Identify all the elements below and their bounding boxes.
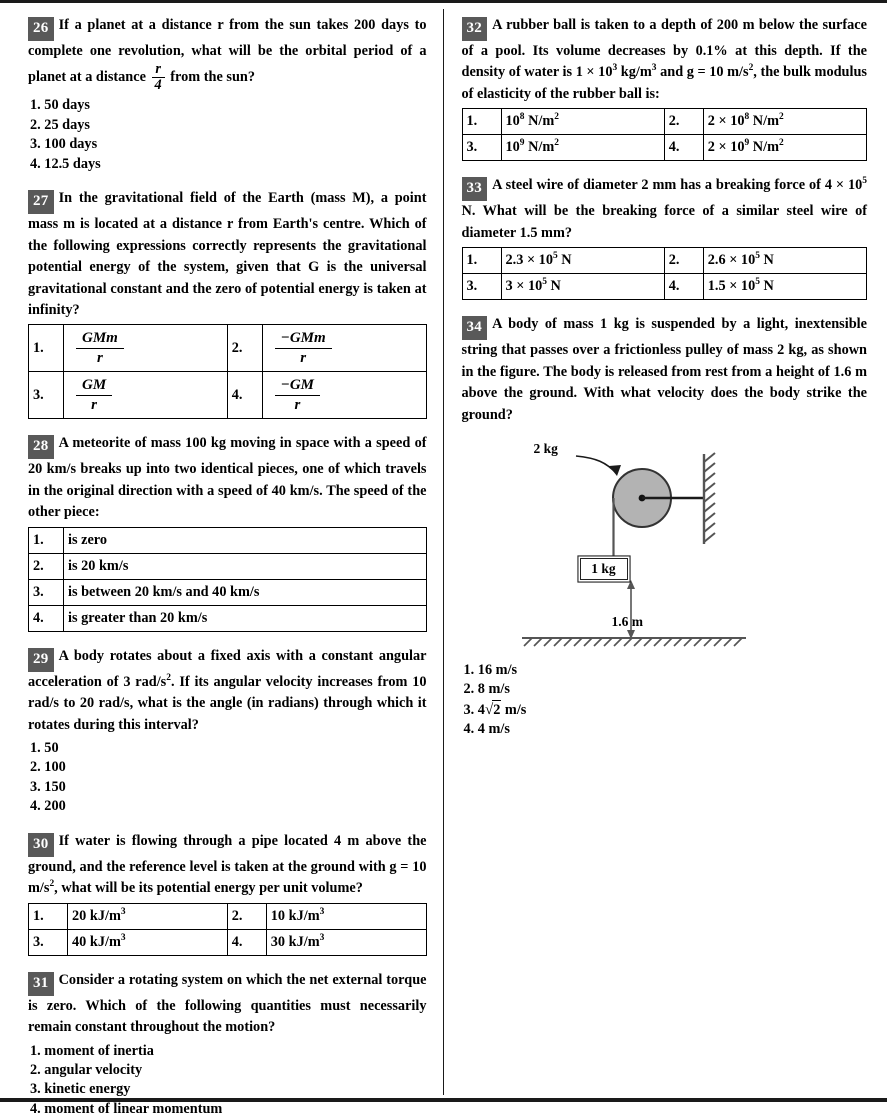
pulley-figure (514, 436, 814, 651)
exponent: 3 (320, 907, 325, 917)
question-32-number: 32 (462, 17, 488, 41)
ground-hatching (524, 638, 742, 646)
exponent: 5 (755, 251, 760, 261)
fraction-numerator: −GM (275, 377, 320, 395)
fraction-denominator: r (275, 348, 332, 367)
option-text: 40 kJ/m (72, 934, 121, 950)
question-31-options (30, 1042, 427, 1119)
option-key-4: 4. (227, 929, 266, 955)
question-29-stem-part1: A body rotates about a fixed axis with a constant angular acceleration of 3 rad/s (28, 648, 427, 690)
question-31 (28, 970, 427, 1119)
option-4[interactable]: 4. 12.5 days (30, 155, 427, 174)
question-30-text (28, 831, 427, 900)
fraction-denominator: 4 (152, 77, 165, 93)
question-28-number: 28 (28, 435, 54, 459)
option-value-1[interactable]: is zero (64, 527, 427, 553)
option-value-2[interactable]: is 20 km/s (64, 553, 427, 579)
option-2[interactable]: 2. 100 (30, 758, 427, 777)
option-text: 20 kJ/m (72, 908, 121, 924)
option-key-3: 3. (462, 274, 501, 300)
exponent: 3 (320, 933, 325, 943)
option-unit: N/m (749, 113, 779, 129)
option-value-2[interactable] (703, 109, 866, 135)
exponent: 8 (520, 113, 525, 123)
question-29-text (28, 646, 427, 736)
fraction-numerator: −GMm (275, 330, 332, 348)
question-33-stem-part2: N. What will be the breaking force of a similar steel wire of diameter 1.5 mm? (462, 203, 868, 240)
fraction-numerator: r (152, 62, 165, 77)
table-row (29, 553, 427, 579)
fraction-denominator: r (76, 348, 124, 367)
option-key-3: 3. (29, 372, 64, 419)
exponent: 2 (49, 879, 54, 889)
table-row (29, 929, 427, 955)
question-26 (28, 15, 427, 174)
exponent: 2 (779, 113, 784, 123)
question-31-number: 31 (28, 972, 54, 996)
question-34-options (464, 661, 868, 740)
option-value-2[interactable] (703, 248, 866, 274)
fraction-denominator: r (275, 395, 320, 414)
option-key-3: 3. (29, 929, 68, 955)
exponent: 3 (652, 64, 657, 74)
radicand: 2 (492, 700, 501, 720)
question-28-text (28, 433, 427, 523)
question-32-text (462, 15, 868, 105)
question-33-options-table (462, 247, 868, 300)
height-label: 1.6 m (612, 614, 644, 630)
option-key-1: 1. (29, 527, 64, 553)
option-unit: N/m (525, 139, 555, 155)
table-row (29, 605, 427, 631)
option-unit: N (760, 252, 774, 268)
option-base: 3 × 10 (506, 278, 543, 294)
question-31-text (28, 970, 427, 1039)
option-1[interactable]: 1. 16 m/s (464, 661, 868, 680)
question-34-stem: A body of mass 1 kg is suspended by a light, inextensible string that passes over a frictionless pulley of mass 2 kg, as shown in the figure. The body is released from rest from a height of 1.6 m above the ground. With what velocity does the body strike the ground? (462, 316, 868, 422)
option-key-4: 4. (227, 372, 262, 419)
hanging-block (580, 558, 628, 580)
exponent: 2 (749, 64, 754, 74)
wall-hatching (704, 453, 715, 542)
option-key-3: 3. (29, 579, 64, 605)
option-key-1: 1. (462, 248, 501, 274)
option-base: 10 (506, 139, 520, 155)
question-26-number: 26 (28, 17, 54, 41)
question-32-stem-part1: A rubber ball is taken to a depth of 200 m below the surface of a pool. Its volume decreases by 0.1% at this depth. If the density of water is 1 × 10 (462, 17, 868, 80)
question-30-stem-part1: If water is flowing through a pipe located 4 m above the ground, and the reference level is taken at the ground with g = 10 m/s (28, 833, 427, 896)
option-key-2: 2. (664, 248, 703, 274)
option-value-4[interactable] (703, 135, 866, 161)
fraction (275, 377, 320, 413)
fraction-numerator: GM (76, 377, 112, 395)
question-26-stem-part1: If a planet at a distance r from the sun takes 200 days to complete one revolution, what will be the orbital period of a planet at a distance (28, 17, 427, 86)
left-column (0, 9, 444, 1095)
exponent: 2 (554, 113, 559, 123)
table-row (29, 372, 427, 419)
option-text: 10 kJ/m (271, 908, 320, 924)
question-28-stem: A meteorite of mass 100 kg moving in space with a speed of 20 km/s breaks up into two identical pieces, one of which travels in the original direction with a speed of 40 km/s. The speed of the other piece: (28, 435, 427, 520)
fraction-denominator: r (76, 395, 112, 414)
option-value-1[interactable] (501, 109, 664, 135)
question-26-text (28, 15, 427, 93)
question-26-stem-part2: from the sun? (170, 70, 255, 86)
option-4[interactable]: 4. 4 m/s (464, 720, 868, 739)
question-33 (462, 175, 868, 300)
question-34 (462, 314, 868, 740)
question-29-stem-part2: . If its angular velocity increases from 10 rad/s to 20 rad/s, what is the angle (in radians) through which it rotates during this interval? (28, 674, 427, 733)
exponent: 2 (166, 673, 171, 683)
option-key-3: 3. (462, 135, 501, 161)
question-27 (28, 188, 427, 419)
option-value-2[interactable] (266, 903, 426, 929)
question-28-options-table (28, 527, 427, 632)
option-1[interactable]: 1. 50 (30, 739, 427, 758)
pointer-arrow-line (576, 456, 617, 474)
question-34-number: 34 (462, 316, 488, 340)
option-key-2: 2. (29, 553, 64, 579)
block-mass-label: 1 kg (581, 559, 627, 579)
option-3[interactable]: 3. kinetic energy (30, 1080, 427, 1099)
radical-sign: √ (485, 702, 493, 718)
option-unit: N (760, 278, 774, 294)
question-27-stem: In the gravitational field of the Earth (mass M), a point mass m is located at a distance r from Earth's centre. Which of the following expressions correctly represents the gravitational potential energy of the system, given that G is the universal gravitational constant and the zero of potential energy is taken at infinity? (28, 190, 427, 318)
option-value-4[interactable]: is greater than 20 km/s (64, 605, 427, 631)
option-unit: N/m (749, 139, 779, 155)
question-30-stem-part2: , what will be its potential energy per unit volume? (54, 880, 363, 896)
option-2[interactable]: 2. angular velocity (30, 1061, 427, 1080)
fraction-numerator: GMm (76, 330, 124, 348)
exponent: 5 (755, 277, 760, 287)
option-1[interactable]: 1. moment of inertia (30, 1042, 427, 1061)
option-key-2: 2. (227, 325, 262, 372)
option-base: 2 × 10 (708, 139, 745, 155)
table-row (462, 135, 867, 161)
option-unit: N (558, 252, 572, 268)
fraction (76, 377, 112, 413)
option-base: 2.3 × 10 (506, 252, 553, 268)
option-base: 2.6 × 10 (708, 252, 755, 268)
table-row (462, 274, 867, 300)
option-key-4: 4. (664, 135, 703, 161)
option-base: 2 × 10 (708, 113, 745, 129)
question-29-options (30, 739, 427, 817)
question-31-stem: Consider a rotating system on which the net external torque is zero. Which of the following quantities must necessarily remain constant throughout the motion? (28, 972, 427, 1035)
question-32-stem-part3: and g = 10 m/s (657, 64, 749, 80)
option-3-suffix: m/s (501, 702, 526, 718)
pulley-diagram-svg (514, 436, 814, 651)
right-column (444, 9, 887, 1095)
option-value-3[interactable] (64, 372, 228, 419)
dimension-arrow-up (627, 580, 635, 589)
option-text: 30 kJ/m (271, 934, 320, 950)
option-base: 10 (506, 113, 520, 129)
option-value-3[interactable]: is between 20 km/s and 40 km/s (64, 579, 427, 605)
option-value-4[interactable] (703, 274, 866, 300)
question-29 (28, 646, 427, 817)
table-row (29, 579, 427, 605)
question-30-options-table (28, 903, 427, 956)
exponent: 5 (542, 277, 547, 287)
question-32-stem-part2: kg/m (617, 64, 652, 80)
option-base: 1.5 × 10 (708, 278, 755, 294)
option-1[interactable]: 1. 50 days (30, 96, 427, 115)
question-26-options (30, 96, 427, 174)
option-2[interactable]: 2. 25 days (30, 116, 427, 135)
option-3-prefix: 3. 4 (464, 702, 485, 718)
question-32-options-table (462, 108, 868, 161)
option-unit: N/m (525, 113, 555, 129)
option-key-4: 4. (664, 274, 703, 300)
option-unit: N (547, 278, 561, 294)
option-value-1[interactable] (64, 325, 228, 372)
pointer-arrow-head (609, 465, 621, 476)
option-4[interactable]: 4. 200 (30, 797, 427, 816)
question-30 (28, 831, 427, 956)
option-key-2: 2. (227, 903, 266, 929)
option-value-2[interactable] (262, 325, 426, 372)
option-value-1[interactable] (68, 903, 228, 929)
question-32-stem-part4: , the bulk modulus of elasticity of the rubber ball is: (462, 64, 868, 101)
exponent: 9 (745, 139, 750, 149)
fraction (275, 330, 332, 366)
option-value-4[interactable] (262, 372, 426, 419)
option-key-1: 1. (29, 903, 68, 929)
exponent: 5 (862, 177, 867, 187)
option-value-1[interactable] (501, 248, 664, 274)
question-30-number: 30 (28, 833, 54, 857)
exponent: 2 (554, 139, 559, 149)
table-row (462, 248, 867, 274)
question-27-options-table (28, 324, 427, 419)
option-value-3[interactable] (501, 135, 664, 161)
exponent: 3 (612, 64, 617, 74)
question-27-number: 27 (28, 190, 54, 214)
exponent: 3 (121, 907, 126, 917)
exponent: 3 (121, 933, 126, 943)
exponent: 2 (779, 139, 784, 149)
option-value-3[interactable] (68, 929, 228, 955)
question-33-text (462, 175, 868, 244)
table-row (29, 903, 427, 929)
option-3[interactable]: 3. 100 days (30, 135, 427, 154)
question-34-text (462, 314, 868, 426)
option-key-1: 1. (29, 325, 64, 372)
option-value-3[interactable] (501, 274, 664, 300)
question-29-number: 29 (28, 648, 54, 672)
two-column-layout (0, 3, 887, 1095)
option-3[interactable]: 3. 150 (30, 778, 427, 797)
option-3[interactable] (464, 700, 868, 720)
table-row (29, 527, 427, 553)
question-33-stem-part1: A steel wire of diameter 2 mm has a breaking force of 4 × 10 (492, 177, 862, 193)
question-28 (28, 433, 427, 631)
option-key-1: 1. (462, 109, 501, 135)
pulley-mass-label: 2 kg (534, 441, 558, 457)
exponent: 5 (553, 251, 558, 261)
option-2[interactable]: 2. 8 m/s (464, 680, 868, 699)
table-row (462, 109, 867, 135)
option-key-4: 4. (29, 605, 64, 631)
exponent: 8 (745, 113, 750, 123)
option-value-4[interactable] (266, 929, 426, 955)
question-32 (462, 15, 868, 161)
question-33-number: 33 (462, 177, 488, 201)
table-row (29, 325, 427, 372)
exponent: 9 (520, 139, 525, 149)
question-27-text (28, 188, 427, 321)
fraction (76, 330, 124, 366)
option-4[interactable]: 4. moment of linear momentum (30, 1100, 427, 1119)
option-key-2: 2. (664, 109, 703, 135)
question-26-fraction (152, 62, 165, 93)
